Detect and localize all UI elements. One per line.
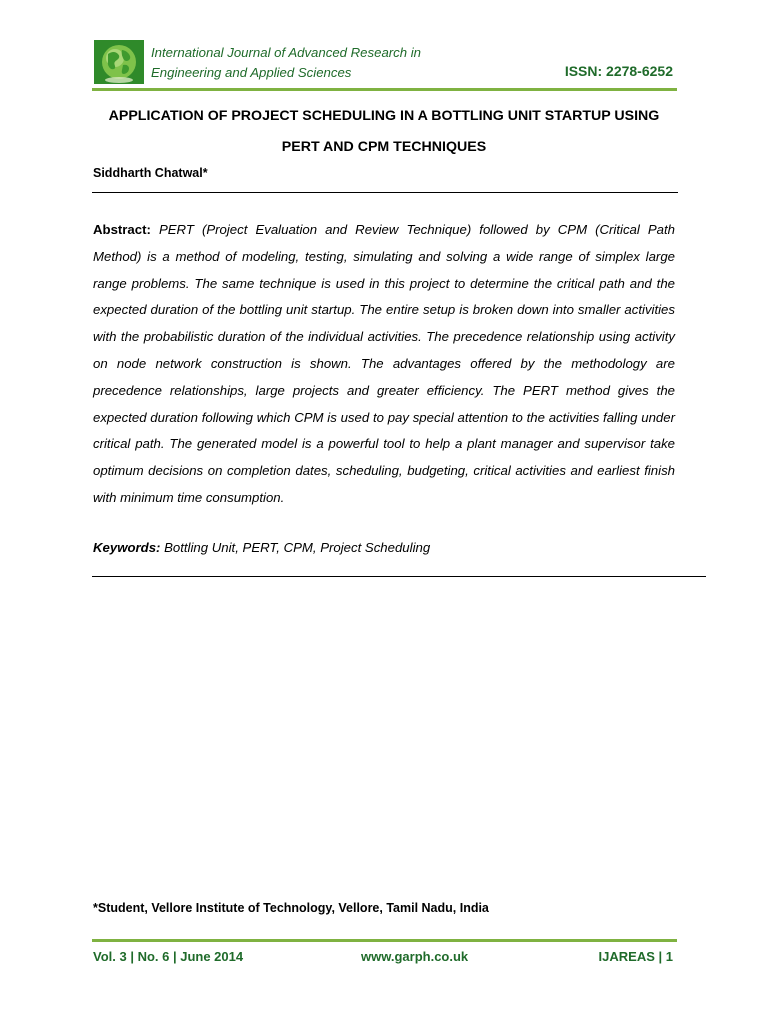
author-affiliation-footnote: *Student, Vellore Institute of Technology, Vellore, Tamil Nadu, India	[93, 901, 489, 915]
abstract-bottom-divider	[92, 576, 706, 577]
abstract-top-divider	[92, 192, 678, 193]
author-name: Siddharth Chatwal*	[93, 166, 208, 180]
journal-name-line2: Engineering and Applied Sciences	[151, 65, 352, 80]
abstract	[93, 217, 675, 512]
keywords-label: Keywords:	[93, 540, 161, 555]
paper-title	[88, 101, 680, 163]
journal-logo-globe-icon	[94, 40, 144, 84]
header-divider	[92, 88, 677, 91]
abstract-label: Abstract:	[93, 222, 151, 237]
footer-volume-info: Vol. 3 | No. 6 | June 2014	[93, 949, 244, 964]
paper-title-line1: APPLICATION OF PROJECT SCHEDULING IN A BOTTLING UNIT STARTUP USING	[108, 108, 660, 124]
keywords	[93, 540, 430, 555]
abstract-text: PERT (Project Evaluation and Review Technique) followed by CPM (Critical Path Method) is a method of modeling, testing, simulating and solving a wide range of simplex large range problems. The same technique is used in this project to determine the critical path and the expected duration of the bottling unit startup. The entire setup is broken down into smaller activities with the probabilistic duration of the individual activities. The precedence relationship using activity on node network construction is shown. The advantages offered by the methodology are precedence relationships, large projects and greater efficiency. The PERT method gives the expected duration following which CPM is used to pay special attention to the activities falling under critical path. The generated model is a powerful tool to help a plant manager and supervisor take optimum decisions on completion dates, scheduling, budgeting, critical activities and earliest finish with minimum time consumption.	[93, 222, 675, 505]
issn-label: ISSN: 2278-6252	[564, 63, 673, 79]
footer-divider	[92, 939, 677, 942]
journal-name-line1: International Journal of Advanced Research in	[151, 45, 422, 60]
paper-title-line2: PERT AND CPM TECHNIQUES	[281, 139, 487, 155]
footer-page-number: IJAREAS | 1	[598, 949, 673, 964]
keywords-text: Bottling Unit, PERT, CPM, Project Scheduling	[164, 540, 431, 555]
footer-website-link[interactable]: www.garph.co.uk	[361, 949, 469, 964]
journal-name	[151, 43, 421, 83]
